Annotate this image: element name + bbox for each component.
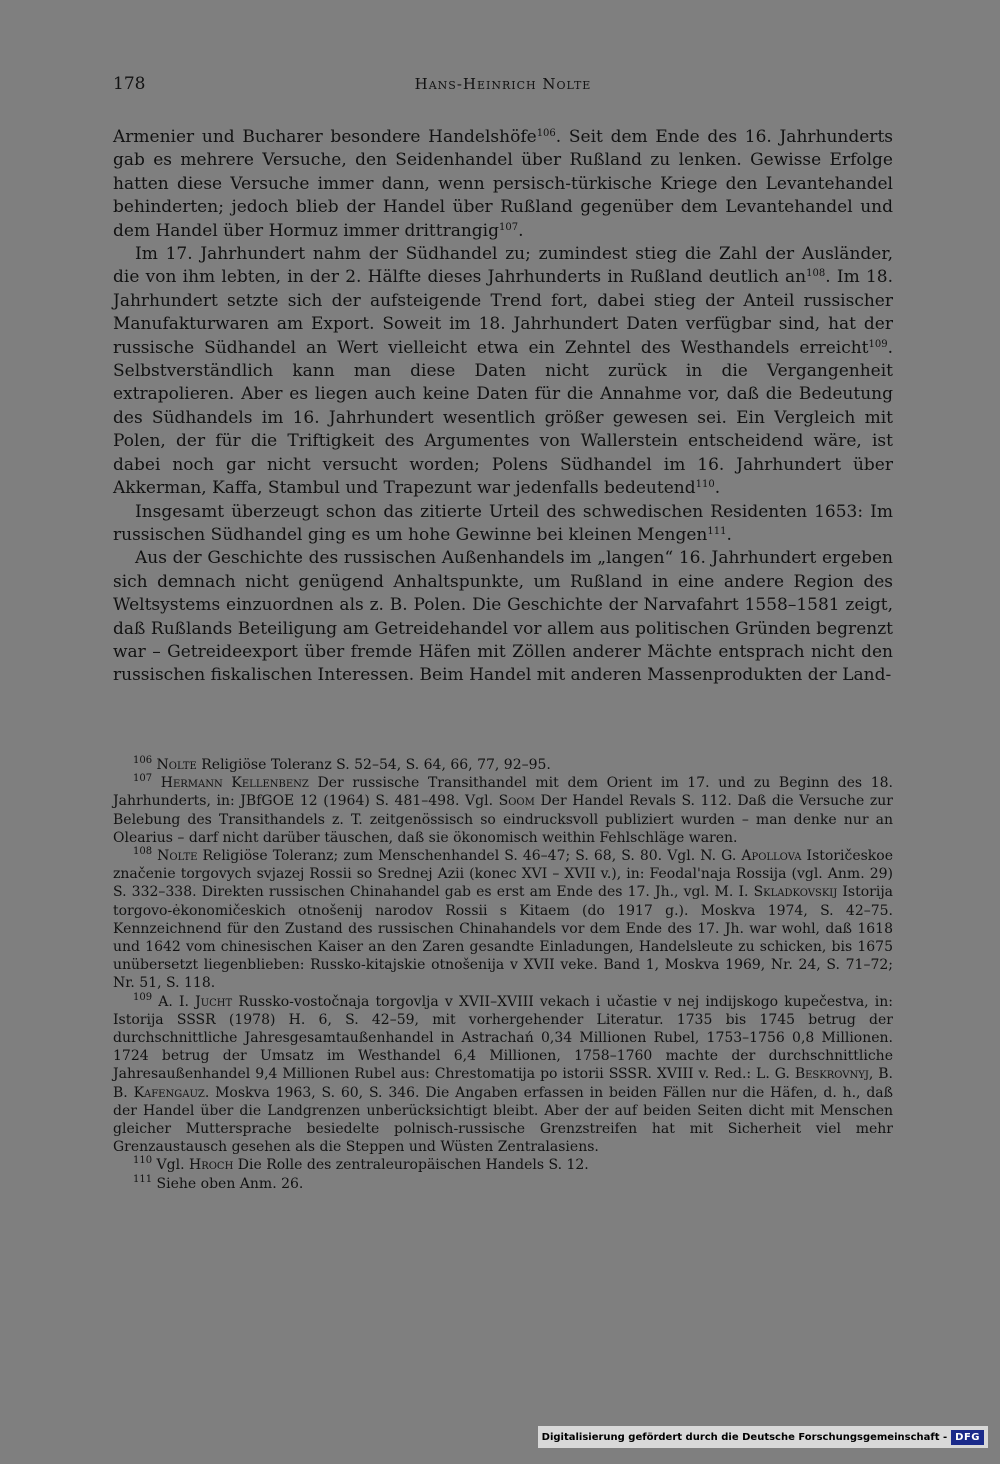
author-name: Beskrovnyj: [794, 1066, 869, 1083]
text-run: Russko-vostočnaja torgovlja v XVII–XVIII vekach i učastie v nej indijskogo kupečestva, in: Istorija SSSR (1978) H. 6, S. 42–59, mit vorhergehender Literatur. 1735 bis 1745 betrug der durchschnittliche Jahresgesamtaußenhandel in Astrachań 0,34 Millionen Rubel, 1753–1756 0,8 Millionen. 1724 betrug der Umsatz im Westhandel 6,4 Millionen, 1758–1760 machte der durchschnittliche Jahresaußenhandel 9,4 Millionen Rubel aus: Chrestomatija po istorii SSSR. XVIII v. Red.: L. G.: [113, 993, 893, 1083]
footnote-ref: 111: [707, 525, 727, 537]
text-run: Istoričeskoe značenie torgovych svjazej Rossii so Srednej Azii (konec XVI – XVII v.), in: Feodal'naja Rossija (vgl. Anm. 29) S. 332–338. Direkten russischen Chinahandel gab es erst am Ende des 17. Jh., vgl. M. I.: [113, 848, 893, 901]
main-text: [113, 126, 893, 688]
author-name: Nolte: [156, 757, 197, 773]
footnote-ref: 108: [806, 268, 826, 280]
text-run: .: [714, 478, 721, 499]
footnote: [113, 774, 893, 847]
footnotes: [113, 756, 893, 1193]
footnote: [113, 1156, 893, 1174]
author-name: Apollova: [741, 848, 802, 865]
author-name: Hermann Kellenbenz: [160, 775, 309, 792]
footnote-number: 108: [133, 846, 153, 858]
text-run: Aus der Geschichte des russischen Außenhandels im „langen“ 16. Jahrhundert ergeben sich demnach nicht genügend Anhaltspunkte, um Rußland in eine andere Region des Weltsystems einzuordnen als z. B. Polen. Die Geschichte der Narvafahrt 1558–1581 zeigt, daß Rußlands Beteiligung am Getreidehandel vor allem aus politischen Gründen begrenzt war – Getreideexport über fremde Häfen mit Zöllen anderer Mächte entsprach nicht den russischen fiskalischen Interessen. Beim Handel mit anderen Massenprodukten der Land-: [113, 548, 893, 686]
author-name: Nolte: [157, 848, 198, 865]
footnote: [113, 756, 893, 774]
paragraph: [113, 547, 893, 687]
paragraph: [113, 501, 893, 548]
text-run: .: [726, 524, 732, 545]
text-run: Vgl.: [156, 1157, 189, 1174]
text-run: . Moskva 1963, S. 60, S. 346. Die Angaben erfassen in beiden Fällen nur die Häfen, d. h., daß der Handel über die Landgrenzen unberücksichtigt bleibt. Aber der auf beiden Seiten dicht mit Menschen gleicher Muttersprache besiedelte polnisch-russische Grenzstreifen hat mit Sicherheit viel mehr Grenzaustausch gesehen als die Steppen und Wüsten Zentralasiens.: [113, 1084, 893, 1156]
text-run: Religiöse Toleranz S. 52–54, S. 64, 66, 77, 92–95.: [196, 757, 551, 773]
text-run: Religiöse Toleranz; zum Menschenhandel S. 46–47; S. 68, S. 80. Vgl. N. G.: [197, 848, 742, 865]
footnote-number: 106: [133, 755, 153, 766]
footnote: [113, 1175, 893, 1193]
digitization-banner: [538, 1426, 988, 1448]
footnote-ref: 110: [695, 479, 715, 491]
banner-text: Digitalisierung gefördert durch die Deutsche Forschungsgemeinschaft -: [541, 1431, 948, 1443]
text-run: Die Rolle des zentraleuropäischen Handels S. 12.: [233, 1157, 589, 1174]
text-run: .: [518, 220, 524, 241]
page-number: 178: [113, 74, 146, 94]
text-run: Der russische Transithandel mit dem Orient im 17. und zu Beginn des 18. Jahrhunderts, in: JBfGOE 12 (1964) S. 481–498. Vgl.: [113, 775, 893, 810]
author-name: Hroch: [189, 1157, 234, 1174]
paragraph: [113, 126, 893, 243]
footnote-number: 111: [133, 1173, 153, 1185]
text-run: Istorija torgovo-ėkonomičeskich otnošenij narodov Rossii s Kitaem (do 1917 g.). Moskva 1974, S. 42–75. Kennzeichnend für den Zustand des russischen Chinahandels vor dem Ende des 17. Jh. war wohl, daß 1618 und 1642 vom chinesischen Kaiser an den Zaren gesandte Einladungen, Handelsleute zu schicken, bis 1675 unübersetzt liegenblieben: Russko-kitajskie otnošenija v XVII veke. Band 1, Moskva 1969, Nr. 24, S. 71–72; Nr. 51, S. 118.: [113, 884, 894, 992]
footnote-number: 109: [133, 991, 153, 1003]
text-run: A. I.: [158, 993, 196, 1010]
text-run: Insgesamt überzeugt schon das zitierte Urteil des schwedischen Residenten 1653: Im russischen Südhandel ging es um hohe Gewinne bei kleinen Mengen: [113, 501, 893, 545]
footnote: [113, 847, 893, 993]
footnote-number: 107: [133, 773, 153, 785]
text-run: . Seit dem Ende des 16. Jahrhunderts gab es mehrere Versuche, den Seidenhandel über Rußland zu lenken. Gewisse Erfolge hatten diese Versuche immer dann, wenn persisch-türkische Kriege den Levantehandel behinderten; jedoch blieb der Handel über Rußland gegenüber dem Levantehandel und dem Handel über Hormuz immer drittrangig: [113, 127, 893, 241]
text-run: , B. B.: [113, 1066, 894, 1101]
author-name: Skladkovskij: [753, 884, 838, 901]
footnote-ref: 107: [499, 221, 519, 233]
footnote: [113, 993, 893, 1157]
text-run: . Selbstverständlich kann man diese Daten nicht zurück in die Vergangenheit extrapolieren. Aber es liegen auch keine Daten für die Annahme vor, daß die Bedeutung des Südhandels im 16. Jahrhundert wesentlich größer gewesen sei. Ein Vergleich mit Polen, der für die Triftigkeit des Argumentes von Wallerstein entscheidend wäre, ist dabei noch gar nicht versucht worden; Polens Südhandel im 16. Jahrhundert über Akkerman, Kaffa, Stambul und Trapezunt war jedenfalls bedeutend: [113, 337, 893, 499]
text-run: Der Handel Revals S. 112. Daß die Versuche zur Belebung des Transithandels z. T. zeitgenössisch so eindrucksvoll publiziert wurden – man denke nur an Olearius – darf nicht darüber täuschen, daß sie ökonomisch weithin Fehlschläge waren.: [113, 793, 894, 846]
author-name: Jucht: [195, 993, 233, 1010]
dfg-logo: DFG: [951, 1430, 984, 1445]
text-run: Armenier und Bucharer besondere Handelshöfe: [113, 127, 537, 147]
page-header: [113, 74, 893, 98]
author-name: Kafengauz: [133, 1084, 205, 1101]
text-run: Im 17. Jahrhundert nahm der Südhandel zu; zumindest stieg die Zahl der Ausländer, die von ihm lebten, in der 2. Hälfte dieses Jahrhunderts in Rußland deutlich an: [113, 244, 893, 288]
running-title: Hans-Heinrich Nolte: [414, 75, 592, 93]
footnote-ref: 106: [536, 128, 556, 139]
paragraph: [113, 243, 893, 500]
footnote-number: 110: [133, 1155, 153, 1167]
text-run: . Im 18. Jahrhundert setzte sich der aufsteigende Trend fort, dabei stieg der Anteil russischer Manufakturwaren am Export. Soweit im 18. Jahrhundert Daten verfügbar sind, hat der russische Südhandel an Wert vielleicht etwa ein Zehntel des Westhandels erreicht: [113, 267, 893, 358]
footnote-ref: 109: [868, 338, 888, 350]
text-run: Siehe oben Anm. 26.: [156, 1175, 304, 1192]
author-name: Soom: [498, 793, 535, 810]
